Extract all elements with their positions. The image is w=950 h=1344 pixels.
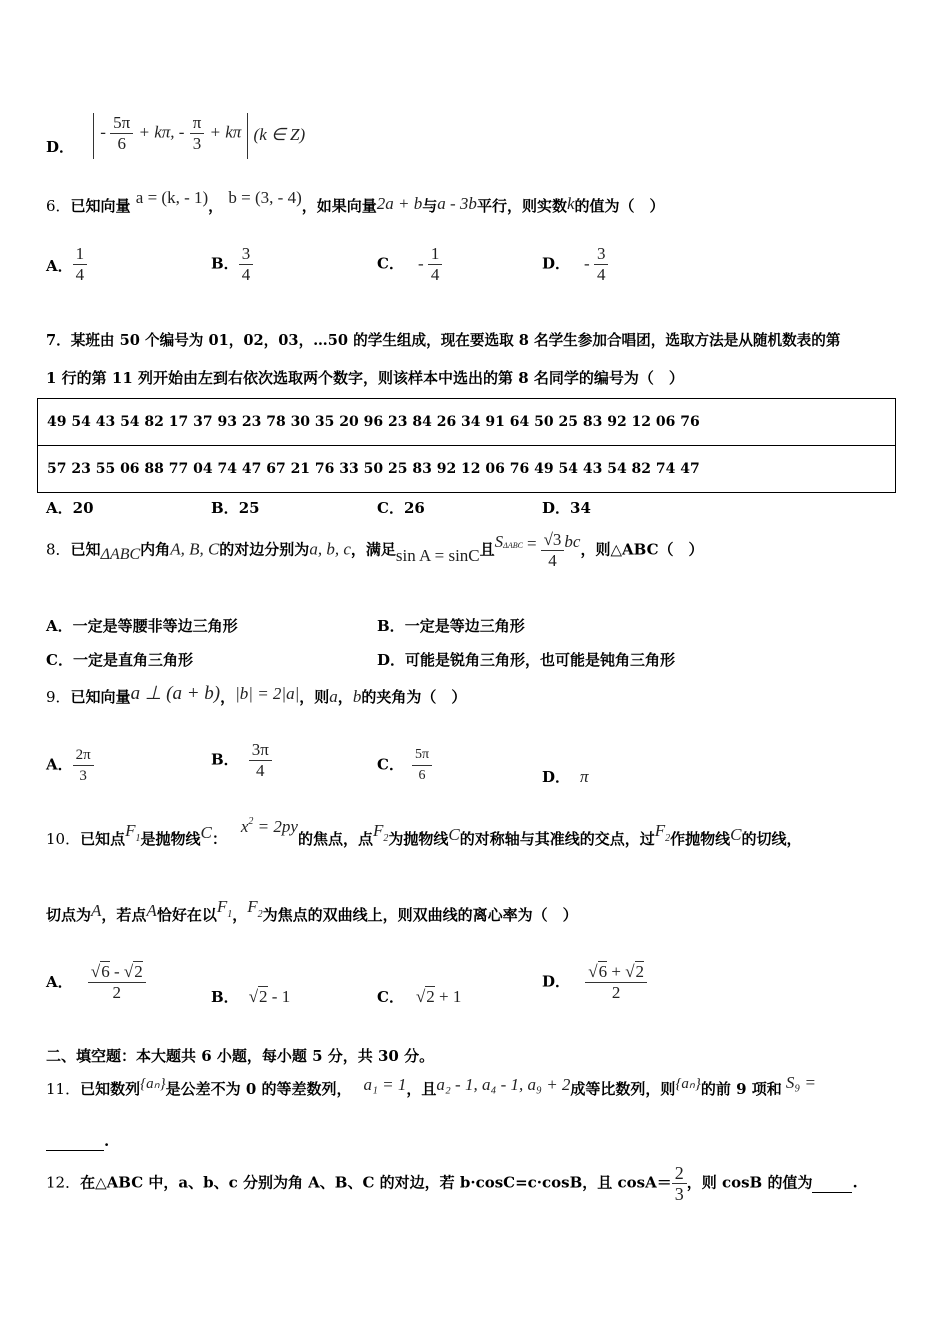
q6-option-b[interactable]: B． $\frac{3}{4}$ <box>211 244 253 285</box>
interval-expression: - $\frac{5\pi}{6}$ + kπ, - $\frac{\pi}{3}$ + kπ <box>93 113 248 159</box>
q9-option-d[interactable]: D． π <box>542 767 589 786</box>
q10-option-a[interactable]: A． $\frac{√6 - √2}{2}$ <box>46 962 146 1003</box>
question-10-line-2: 切点为A，若点A恰好在以$F^1$，$F^2$为焦点的双曲线上，则双曲线的离心率为（ ） <box>46 897 578 924</box>
answer-blank-11[interactable]: . <box>46 1132 109 1151</box>
question-7-line-2: 1 行的第 11 列开始由左到右依次选取两个数字，则该样本中选出的第 8 名同学的编号为（ ） <box>46 369 684 387</box>
fraction: $\frac{5\pi}{6}$ <box>110 113 133 154</box>
fraction: $\frac{√6 + √2}{2}$ <box>585 962 647 1003</box>
table-row: 49 54 43 54 82 17 37 93 23 78 30 35 20 96 23 84 26 34 91 64 50 25 83 92 12 06 76 <box>38 399 896 446</box>
random-number-table <box>37 398 896 493</box>
q10-option-c[interactable]: C． √2 + 1 <box>377 987 462 1006</box>
q5-option-d <box>46 113 305 159</box>
q8-option-a[interactable]: A．一定是等腰非等边三角形 <box>46 617 238 635</box>
q9-option-b[interactable]: B． $\frac{3\pi}{4}$ <box>211 740 272 781</box>
q8-option-c[interactable]: C．一定是直角三角形 <box>46 651 193 669</box>
question-7-line-1: 7．某班由 50 个编号为 01，02，03，…50 的学生组成，现在要选取 8 名学生参加合唱团，选取方法是从随机数表的第 <box>46 332 841 349</box>
q9-option-a[interactable]: A． $\frac{2\pi}{3}$ <box>46 745 94 786</box>
q7-option-d[interactable]: D．34 <box>542 499 591 517</box>
section-heading: 二、填空题：本大题共 6 小题，每小题 5 分，共 30 分。 <box>46 1047 435 1065</box>
q7-option-a[interactable]: A．20 <box>46 499 94 517</box>
q6-option-d[interactable]: D． - $\frac{3}{4}$ <box>542 244 608 285</box>
question-11: 11．已知数列{aₙ}是公差不为 0 的等差数列， a₁ = 1，且a₂ - 1, a₄ - 1, a₉ + 2成等比数列，则{aₙ}的前 9 项和 S₉ = <box>46 1073 816 1098</box>
q8-option-b[interactable]: B．一定是等边三角形 <box>377 617 525 635</box>
table-row: 57 23 55 06 88 77 04 74 47 67 21 76 33 50 25 83 92 12 06 76 49 54 43 54 82 74 47 <box>38 446 896 493</box>
q10-option-b[interactable]: B． √2 - 1 <box>211 987 291 1006</box>
question-10-line-1: 10．已知点$F^1$是抛物线C：$x^2 = 2py$的焦点，点$F^2$为抛物线C的对称轴与其准线的交点，过$F^2$作抛物线C的切线， <box>46 816 802 848</box>
fraction: $\frac{\pi}{3}$ <box>190 113 205 154</box>
q7-option-c[interactable]: C．26 <box>377 499 425 517</box>
option-label: D． <box>46 138 75 156</box>
fraction: $\frac{√6 - √2}{2}$ <box>88 962 146 1003</box>
question-6: 6．已知向量 a = (k, - 1)， b = (3, - 4)，如果向量2a + b与a - 3b平行，则实数k的值为（ ） <box>46 188 665 215</box>
q6-option-a[interactable]: A． $\frac{1}{4}$ <box>46 244 87 285</box>
q6-option-c[interactable]: C． - $\frac{1}{4}$ <box>377 244 442 285</box>
condition: (k ∈ Z) <box>253 125 306 144</box>
q10-option-d[interactable]: D． $\frac{√6 + √2}{2}$ <box>542 962 647 1003</box>
q8-option-d[interactable]: D．可能是锐角三角形，也可能是钝角三角形 <box>377 651 676 669</box>
question-12: 12．在△ABC 中，a、b、c 分别为角 A、B、C 的对边，若 b·cosC=c·cosB，且 cosA＝ $\frac{2}{3}$ ，则 cosB 的值为 . <box>46 1163 858 1204</box>
question-8: 8．已知ΔABC内角A, B, C的对边分别为a, b, c，满足sin A = sinC且$S^{\Delta ABC}$ = $\frac{√3}{4}$ bc，则△ABC（ ） <box>46 530 704 570</box>
q7-option-b[interactable]: B．25 <box>211 499 260 517</box>
question-9: 9．已知向量a ⊥ (a + b)，|b| = 2|a|，则a，b的夹角为（ ） <box>46 683 467 706</box>
answer-blank-12[interactable] <box>812 1174 852 1193</box>
q9-option-c[interactable]: C． $\frac{5\pi}{6}$ <box>377 745 432 786</box>
